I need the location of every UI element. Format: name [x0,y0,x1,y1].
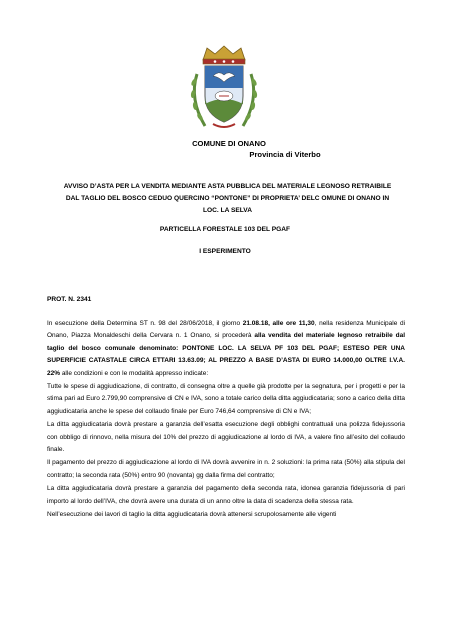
paragraph-payment: Il pagamento del prezzo di aggiudicazione al lordo di IVA dovrà avvenire in n. 2 soluzioni: la prima rata (50%) alla stipula del contratto; la seconda rata (50%) entro 90 (novanta) gg dalla firma del contratto; [47,459,405,479]
esperimento-heading: I ESPERIMENTO [199,248,251,255]
paragraph-expenses: Tutte le spese di aggiudicazione, di contratto, di consegna oltre a quelle già prodotte per la segnatura, per i progetti e per la stima pari ad Euro 2.799,90 comprensive di CN e IVA, sono a totale carico della ditta aggiudicataria; sono a carico della ditta aggiudicataria anche le spese del collaudo finale per Euro 746,64 comprensive di CN e IVA; [47,383,405,415]
auction-datetime: 21.08.18, alle ore 11,30 [242,320,315,327]
municipal-coat-of-arms-icon [183,44,265,132]
paragraph-second-guarantee: La ditta aggiudicataria dovrà prestare a garanzia del pagamento della seconda rata, idonea garanzia fidejussoria di pari importo al lordo dell’IVA, che dovrà avere una durata di un anno oltre la data di scadenza della stessa rata. [47,485,405,505]
provincia-name: Provincia di Viterbo [249,150,321,159]
paragraph-execution: Nell’esecuzione dei lavori di taglio la ditta aggiudicataria dovrà attenersi scrupolosamente alle vigenti [47,511,337,519]
particella-heading: PARTICELLA FORESTALE 103 DEL PGAF [159,226,291,233]
paragraph-intro: In esecuzione della Determina ST n. 98 del 28/06/2018, il giorno 21.08.18, alle ore 11,30, nella residenza Municipale di Onano, Piazza Monaldeschi della Cervara n. 1 Onano, si procederà alla vendita del materiale legnoso retraibile dal taglio del bosco comunale denominato: PONTONE LOC. LA SELVA PF 103 DEL PGAF; ESTESO PER UNA SUPERFICIE CATASTALE CIRCA ETTARI 13.63.09; AL PREZZO A BASE D’ASTA DI EURO 14.000,00 OLTRE I.V.A. 22% alle condizioni e con le modalità appresso indicate: [47,320,406,377]
document-body [47,318,405,522]
paragraph-guarantee: La ditta aggiudicataria dovrà prestare a garanzia dell’esatta esecuzione degli obblighi contrattuali una polizza fidejussoria con obbligo di rinnovo, nella misura del 10% del prezzo di aggiudicazione al lordo di IVA, a valere fino all’esito del collaudo finale. [47,421,405,454]
auction-object: alla vendita del materiale legnoso retraibile dal taglio del bosco comunale denominato: PONTONE LOC. LA SELVA PF 103 DEL PGAF; ESTESO PER UNA SUPERFICIE CATASTALE CIRCA ETTARI 13.63.09; AL PREZZO A BASE D’ASTA DI EURO 14.000,00 OLTRE I.V.A. 22% [47,332,405,377]
notice-title: AVVISO D’ASTA PER LA VENDITA MEDIANTE ASTA PUBBLICA DEL MATERIALE LEGNOSO RETRAIBILE DAL TAGLIO DEL BOSCO CEDUO QUERCINO “PONTONE” DI PROPRIETA’ DELC OMUNE DI ONANO IN LOC. LA SELVA [63,183,392,214]
comune-name: COMUNE DI ONANO [192,139,266,148]
protocol-number: PROT. N. 2341 [47,296,92,303]
